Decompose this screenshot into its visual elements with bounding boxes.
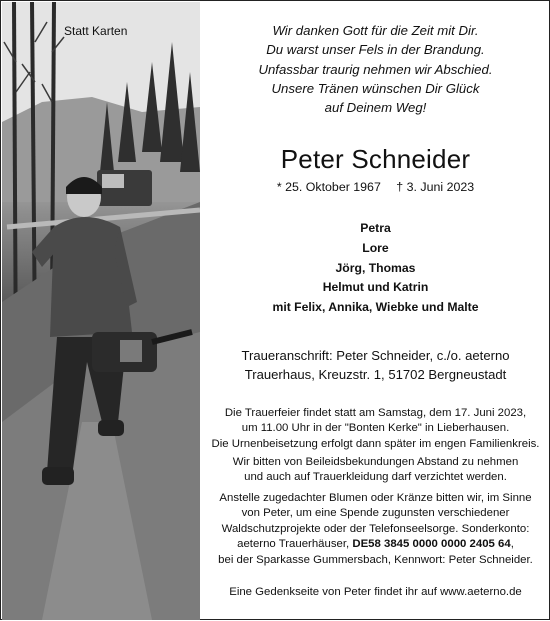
donation-line: von Peter, um eine Spende zugunsten verschiedener — [241, 507, 510, 520]
life-dates — [201, 180, 550, 194]
mourning-address — [201, 346, 550, 384]
text-column — [201, 1, 550, 621]
family-line: Lore — [362, 240, 389, 255]
statt-karten-label: Statt Karten — [64, 24, 128, 38]
birth-date: * 25. Oktober 1967 — [276, 180, 381, 194]
verse-line: auf Deinem Weg! — [324, 100, 427, 116]
donation-account-line — [201, 537, 550, 552]
forest-scene-illustration — [2, 2, 200, 620]
family-line: mit Felix, Annika, Wiebke und Malte — [272, 300, 479, 315]
donation-bank-line: bei der Sparkasse Gummersbach, Kennwort: Peter Schneider. — [218, 553, 533, 566]
donation-request — [201, 491, 550, 568]
verse-line: Unfassbar traurig nehmen wir Abschied. — [258, 61, 493, 77]
verse-line: Unsere Tränen wünschen Dir Glück — [271, 80, 480, 96]
donation-line: Anstelle zugedachter Blumen oder Kränze bitten wir, im Sinne — [219, 492, 532, 504]
memorial-website: Eine Gedenkseite von Peter findet ihr auf www.aeterno.de — [229, 586, 522, 598]
family-line: Helmut und Katrin — [322, 280, 429, 295]
verse-line: Du warst unser Fels in der Brandung. — [266, 42, 485, 58]
iban: DE58 3845 0000 0000 2405 64 — [352, 538, 511, 551]
address-line: Traueranschrift: Peter Schneider, c./o. aeterno — [241, 348, 510, 363]
funeral-line: Die Urnenbeisetzung erfolgt dann später im engen Familienkreis. — [211, 437, 540, 450]
condolence-request — [201, 455, 550, 486]
funeral-line: um 11.00 Uhr in der "Bonten Kerke" in Lieberhausen. — [241, 422, 510, 435]
account-prefix: aeterno Trauerhäuser, — [237, 538, 353, 551]
funeral-details — [201, 406, 550, 452]
account-suffix: , — [510, 538, 514, 551]
deceased-name: Peter Schneider — [280, 144, 471, 174]
poem-verse — [201, 21, 550, 117]
family-mourners — [201, 219, 550, 318]
condolence-line: und auch auf Trauerkleidung darf verzichtet werden. — [244, 471, 507, 484]
funeral-line: Die Trauerfeier findet statt am Samstag, dem 17. Juni 2023, — [224, 407, 527, 419]
family-line: Jörg, Thomas — [335, 260, 416, 275]
condolence-line: Wir bitten von Beileidsbekundungen Abstand zu nehmen — [232, 456, 519, 468]
family-line: Petra — [360, 221, 391, 235]
address-line: Trauerhaus, Kreuzstr. 1, 51702 Bergneustadt — [244, 367, 507, 383]
memorial-photo — [2, 2, 200, 620]
death-date: † 3. Juni 2023 — [396, 180, 475, 194]
verse-line: Wir danken Gott für die Zeit mit Dir. — [272, 23, 479, 38]
donation-line: Waldschutzprojekte oder der Telefonseelsorge. Sonderkonto: — [221, 522, 530, 535]
